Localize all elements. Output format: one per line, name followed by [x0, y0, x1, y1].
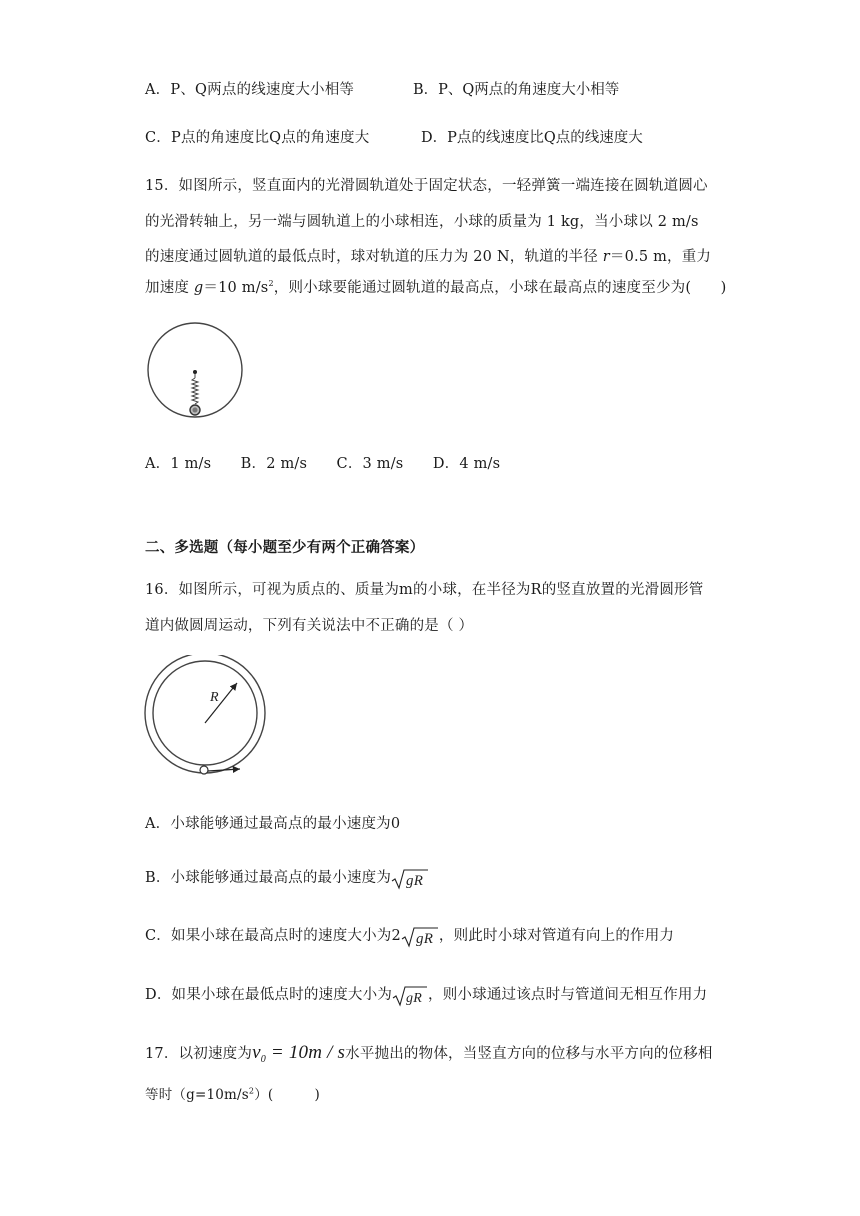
- q15-line-4: 加速度 g＝10 $m/s^2$，则小球要能通过圆轨道的最高点，小球在最高点的速度至少为( ): [145, 279, 727, 296]
- q14-option-a: A．P、Q两点的线速度大小相等: [145, 82, 355, 98]
- q16-line-1: 16．如图所示，可视为质点的、质量为m的小球，在半径为R的竖直放置的光滑圆形管: [145, 582, 704, 598]
- svg-text:gR: gR: [406, 873, 424, 889]
- svg-text:gR: gR: [406, 991, 422, 1006]
- q15-line-2: 的光滑转轴上，另一端与圆轨道上的小球相连，小球的质量为 1 kg，当小球以 2 m/s: [145, 214, 699, 230]
- svg-text:gR: gR: [415, 931, 433, 947]
- q15-line-3: 的速度通过圆轨道的最低点时，球对轨道的压力为 20 N，轨道的半径 r＝0.5 m，重力: [145, 249, 712, 265]
- q14-option-b: B．P、Q两点的角速度大小相等: [413, 82, 620, 98]
- q17-line-2: 等时$(g=10m/s^2)$( ): [145, 1086, 320, 1103]
- q16-option-c: C．如果小球在最高点时的速度大小为2 gR ，则此时小球对管道有向上的作用力: [145, 928, 675, 947]
- q16-option-d: D．如果小球在最低点时的速度大小为 gR ，则小球通过该点时与管道间无相互作用力: [145, 987, 708, 1006]
- q16-line-2: 道内做圆周运动，下列有关说法中不正确的是（ ）: [145, 618, 474, 634]
- radius-label: R: [210, 690, 219, 705]
- section-2-title: 二、多选题（每小题至少有两个正确答案）: [145, 540, 425, 556]
- q16-figure-circular-tube: [144, 655, 270, 781]
- q15-options: A．1 m/s B．2 m/s C．3 m/s D．4 m/s: [145, 456, 501, 472]
- sqrt-gR: [391, 868, 429, 888]
- q16-option-a: A．小球能够通过最高点的最小速度为0: [145, 816, 401, 832]
- q17-line-1: 17．以初速度为$v_0 = 10m / s$水平抛出的物体，当竖直方向的位移与水平方向的位移相: [145, 1042, 713, 1065]
- q15-figure-circular-track: [145, 322, 245, 422]
- q16-option-b: B．小球能够通过最高点的最小速度为 gR: [145, 866, 429, 888]
- q15-line-1: 15．如图所示，竖直面内的光滑圆轨道处于固定状态，一轻弹簧一端连接在圆轨道圆心: [145, 178, 708, 194]
- q14-option-c: C．P点的角速度比Q点的角速度大: [145, 130, 370, 146]
- q14-option-d: D．P点的线速度比Q点的线速度大: [421, 130, 643, 146]
